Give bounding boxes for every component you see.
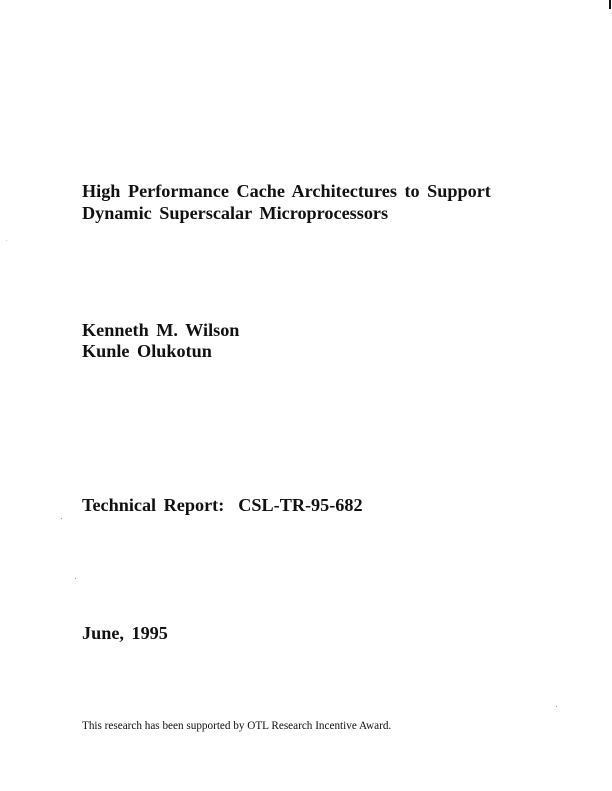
report-title-line-1: High Performance Cache Architectures to Support: [82, 181, 491, 201]
scan-speck: [6, 240, 7, 241]
technical-report-label: Technical Report:: [82, 495, 225, 515]
scan-speck: [75, 578, 76, 579]
funding-footnote: This research has been supported by OTL Research Incentive Award.: [82, 720, 392, 732]
scan-speck: [61, 518, 62, 519]
report-title-line-2: Dynamic Superscalar Microprocessors: [82, 203, 389, 223]
technical-report-line: [82, 495, 363, 515]
scan-edge-mark: [609, 0, 611, 9]
scan-speck: [556, 706, 557, 707]
technical-report-number: CSL-TR-95-682: [238, 495, 363, 515]
author-name: Kenneth M. Wilson: [82, 320, 240, 340]
author-name: Kunle Olukotun: [82, 341, 212, 361]
report-date: June, 1995: [82, 623, 168, 643]
